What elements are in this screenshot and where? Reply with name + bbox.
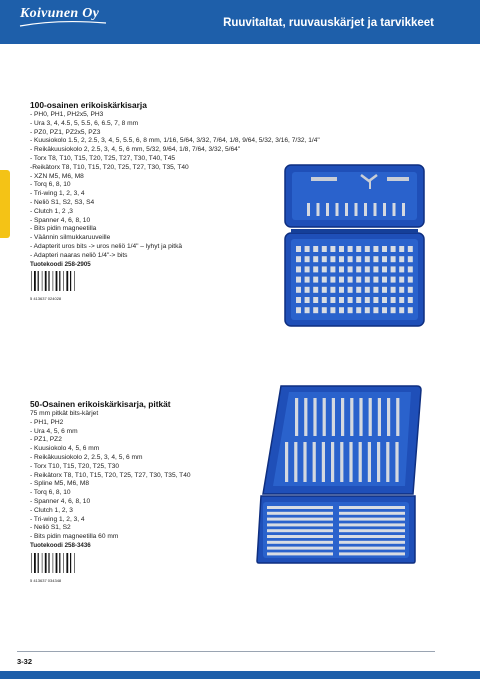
- long-bit-icon: [339, 512, 405, 515]
- bit-icon: [339, 287, 344, 293]
- bit-icon: [365, 246, 370, 252]
- bit-icon: [330, 256, 335, 262]
- long-bit-icon: [267, 529, 333, 532]
- bit-icon: [330, 287, 335, 293]
- bit-icon: [399, 277, 404, 283]
- long-bit-icon: [396, 398, 399, 436]
- bit-icon: [382, 266, 387, 272]
- bit-icon: [348, 256, 353, 262]
- bit-icon: [296, 287, 301, 293]
- bit-icon: [356, 246, 361, 252]
- footer-divider: [17, 651, 435, 652]
- bit-icon: [330, 277, 335, 283]
- long-bit-icon: [267, 552, 333, 555]
- bit-icon: [313, 307, 318, 313]
- list-item: - Bits pidin magneetilla: [30, 225, 97, 233]
- list-item: - Spanner 4, 6, 8, 10: [30, 216, 91, 224]
- product-code: Tuotekoodi 258-3436: [30, 541, 91, 549]
- bit-icon: [305, 297, 310, 303]
- barcode-bar: [34, 271, 36, 291]
- barcode-bar: [45, 553, 47, 573]
- list-item: - Kuusiokolo 4, 5, 6 mm: [30, 445, 100, 453]
- bit-icon: [408, 266, 413, 272]
- bit-icon: [348, 307, 353, 313]
- list-item: - Torq 6, 8, 10: [30, 181, 71, 189]
- bit-icon: [322, 297, 327, 303]
- long-bit-icon: [304, 398, 307, 436]
- list-item: - Reikäkuusiokolo 2, 2.5, 3, 4, 5, 6 mm: [30, 453, 143, 461]
- bit-icon: [391, 277, 396, 283]
- product-title: 50-Osainen erikoiskärkisarja, pitkät: [30, 399, 171, 409]
- bit-icon: [391, 266, 396, 272]
- bit-icon: [365, 277, 370, 283]
- list-item: - Reikätorx T8, T10, T15, T20, T25, T27, T30, T35, T40: [30, 471, 191, 479]
- barcode-icon: [30, 553, 78, 575]
- bit-icon: [326, 203, 329, 216]
- long-bit-icon: [340, 442, 343, 482]
- bit-icon: [339, 266, 344, 272]
- bit-icon: [339, 297, 344, 303]
- list-item: - Väännin silmukkaruuveille: [30, 234, 111, 242]
- barcode-bar: [31, 271, 32, 291]
- long-bit-icon: [267, 518, 333, 521]
- bit-icon: [382, 256, 387, 262]
- bit-icon: [408, 287, 413, 293]
- long-bit-icon: [267, 547, 333, 550]
- bit-icon: [313, 256, 318, 262]
- bit-icon: [296, 266, 301, 272]
- bit-icon: [322, 246, 327, 252]
- bit-icon: [399, 246, 404, 252]
- long-bit-icon: [331, 442, 334, 482]
- bit-icon: [382, 307, 387, 313]
- bit-icon: [307, 203, 310, 216]
- barcode-bar: [59, 271, 60, 291]
- list-item: - Torx T10, T15, T20, T25, T30: [30, 462, 120, 470]
- barcode-bar: [74, 553, 75, 573]
- bit-icon: [339, 246, 344, 252]
- bit-icon: [348, 287, 353, 293]
- company-logo: Koivunen Oy: [20, 6, 100, 21]
- long-bit-icon: [267, 535, 333, 538]
- bit-icon: [408, 297, 413, 303]
- bit-icon: [305, 246, 310, 252]
- bit-icon: [322, 307, 327, 313]
- product-code: Tuotekoodi 258-2905: [30, 260, 91, 268]
- barcode-bar: [48, 553, 49, 573]
- bit-icon: [355, 203, 358, 216]
- bit-icon: [348, 266, 353, 272]
- barcode-bar: [34, 553, 36, 573]
- barcode-bar: [63, 553, 64, 573]
- bit-icon: [356, 307, 361, 313]
- bit-icon: [322, 256, 327, 262]
- bit-icon: [348, 277, 353, 283]
- list-item: - Spline M5, M6, M8: [30, 480, 89, 488]
- bit-icon: [391, 297, 396, 303]
- bit-icon: [356, 256, 361, 262]
- list-item: - Clutch 1, 2, 3: [30, 506, 73, 514]
- bit-icon: [305, 266, 310, 272]
- bit-icon: [382, 297, 387, 303]
- long-bit-icon: [267, 512, 333, 515]
- long-bit-icon: [369, 398, 372, 436]
- page-number: 3-32: [17, 657, 33, 666]
- list-item: - Reikäkuusiokolo 2, 2.5, 3, 4, 5, 6 mm, 5/32, 9/64, 1/8, 7/64, 3/32, 5/64": [30, 146, 241, 154]
- bit-icon: [391, 246, 396, 252]
- barcode-bar: [48, 271, 49, 291]
- bit-icon: [305, 277, 310, 283]
- footer-bar: [0, 671, 480, 679]
- bit-icon: [399, 256, 404, 262]
- bit-set-case-50-image: [255, 382, 423, 565]
- bit-icon: [364, 203, 367, 216]
- bit-icon: [373, 287, 378, 293]
- long-bit-icon: [339, 529, 405, 532]
- barcode-bar: [56, 271, 58, 291]
- bit-icon: [330, 307, 335, 313]
- bit-icon: [322, 266, 327, 272]
- long-bit-icon: [395, 442, 398, 482]
- list-item: - Tri-wing 1, 2, 3, 4: [30, 515, 85, 523]
- bit-icon: [365, 256, 370, 262]
- list-item: - PZ1, PZ2: [30, 436, 62, 444]
- bit-icon: [356, 297, 361, 303]
- list-item: - Adapteri naaras neliö 1/4"-> bits: [30, 251, 128, 259]
- bit-icon: [365, 297, 370, 303]
- bit-icon: [393, 203, 396, 216]
- long-bit-icon: [267, 541, 333, 544]
- list-item: - Kuusiokolo 1.5, 2, 2.5, 3, 4, 5, 5.5, 6, 8 mm, 1/16, 5/64, 3/32, 7/64, 1/8, 9/64, 5/32, 3/16, 7/32, 1/4": [30, 137, 320, 145]
- long-bit-icon: [339, 535, 405, 538]
- barcode-bar: [66, 271, 68, 291]
- long-bit-icon: [387, 398, 390, 436]
- bit-icon: [373, 297, 378, 303]
- bit-icon: [399, 266, 404, 272]
- bit-icon: [313, 246, 318, 252]
- bit-icon: [339, 307, 344, 313]
- bit-icon: [382, 277, 387, 283]
- page-header: [0, 0, 480, 44]
- bit-icon: [356, 287, 361, 293]
- bit-icon: [373, 246, 378, 252]
- bit-icon: [356, 277, 361, 283]
- barcode-bar: [38, 553, 39, 573]
- list-item: - Ura 4, 5, 6 mm: [30, 427, 78, 435]
- header-title: Ruuvitaltat, ruuvauskärjet ja tarvikkeet: [223, 17, 434, 29]
- bit-icon: [317, 203, 320, 216]
- bit-icon: [330, 246, 335, 252]
- bit-icon: [373, 277, 378, 283]
- bit-icon: [296, 307, 301, 313]
- list-item: - Spanner 4, 6, 8, 10: [30, 497, 91, 505]
- bit-icon: [408, 307, 413, 313]
- bit-icon: [391, 256, 396, 262]
- bit-icon: [391, 287, 396, 293]
- long-bit-icon: [350, 398, 353, 436]
- bit-icon: [305, 287, 310, 293]
- long-bit-icon: [339, 552, 405, 555]
- bit-icon: [305, 256, 310, 262]
- bit-icon: [313, 277, 318, 283]
- bit-icon: [348, 246, 353, 252]
- bit-icon: [373, 266, 378, 272]
- barcode-bar: [66, 553, 68, 573]
- long-bit-icon: [323, 398, 326, 436]
- long-bit-icon: [386, 442, 389, 482]
- bit-icon: [365, 307, 370, 313]
- barcode-number: 5 413637 034348: [30, 577, 62, 583]
- bit-icon: [408, 256, 413, 262]
- list-item: - Tri-wing 1, 2, 3, 4: [30, 190, 85, 198]
- long-bit-icon: [377, 442, 380, 482]
- bit-icon: [408, 277, 413, 283]
- bit-icon: [373, 256, 378, 262]
- bit-icon: [322, 277, 327, 283]
- bit-icon: [356, 266, 361, 272]
- bit-icon: [330, 266, 335, 272]
- long-bit-icon: [359, 442, 362, 482]
- barcode-bar: [56, 553, 58, 573]
- list-item: 75 mm pitkät bits-kärjet: [30, 410, 99, 417]
- bit-set-case-100-image: [283, 163, 426, 329]
- bit-icon: [365, 266, 370, 272]
- list-item: - Bits pidin magneetilla 60 mm: [30, 533, 119, 541]
- list-item: -Reikätorx T8, T10, T15, T20, T25, T27, T30, T35, T40: [30, 163, 189, 171]
- section-tab-marker: [0, 170, 10, 238]
- long-bit-icon: [294, 442, 297, 482]
- bit-icon: [373, 307, 378, 313]
- bit-icon: [382, 246, 387, 252]
- bit-icon: [365, 287, 370, 293]
- long-bit-icon: [313, 398, 316, 436]
- list-item: - PH1, PH2: [30, 418, 64, 426]
- bit-icon: [345, 203, 348, 216]
- long-bit-icon: [349, 442, 352, 482]
- bit-icon: [348, 297, 353, 303]
- long-bit-icon: [339, 523, 405, 526]
- bit-icon: [382, 287, 387, 293]
- long-bit-icon: [359, 398, 362, 436]
- bit-icon: [313, 287, 318, 293]
- long-bit-icon: [322, 442, 325, 482]
- logo-swoosh-icon: [18, 20, 108, 28]
- bit-icon: [296, 256, 301, 262]
- barcode-bar: [59, 553, 60, 573]
- list-item: - PZ0, PZ1, PZ2x5, PZ3: [30, 128, 101, 136]
- barcode-bar: [70, 271, 71, 291]
- long-bit-icon: [339, 541, 405, 544]
- bit-icon: [296, 246, 301, 252]
- list-item: - Torx T8, T10, T15, T20, T25, T27, T30, T40, T45: [30, 154, 176, 162]
- bit-icon: [305, 307, 310, 313]
- list-item: - PH0, PH1, PH2x5, PH3: [30, 111, 104, 118]
- bit-icon: [313, 266, 318, 272]
- long-bit-icon: [303, 442, 306, 482]
- list-item: - XZN M5, M6, M8: [30, 172, 84, 180]
- bit-icon: [339, 277, 344, 283]
- long-bit-icon: [339, 518, 405, 521]
- barcode-bar: [53, 271, 54, 291]
- long-bit-icon: [285, 442, 288, 482]
- long-bit-icon: [267, 506, 333, 509]
- bit-icon: [330, 297, 335, 303]
- long-bit-icon: [378, 398, 381, 436]
- long-bit-icon: [368, 442, 371, 482]
- barcode-bar: [63, 271, 64, 291]
- list-item: - Adapterit uros bits -> uros neliö 1/4" – lyhyt ja pitkä: [30, 242, 183, 250]
- long-bit-icon: [313, 442, 316, 482]
- barcode-icon: [30, 271, 78, 293]
- list-item: - Clutch 1, 2 ,3: [30, 207, 73, 215]
- list-item: - Neliö S1, S2: [30, 524, 71, 532]
- bit-icon: [383, 203, 386, 216]
- bit-icon: [336, 203, 339, 216]
- list-item: - Ura 3, 4, 4.5, 5, 5.5, 6, 6.5, 7, 8 mm: [30, 119, 139, 127]
- bit-icon: [374, 203, 377, 216]
- barcode-bar: [70, 553, 71, 573]
- long-bit-icon: [339, 547, 405, 550]
- bit-icon: [399, 307, 404, 313]
- list-item: - Torq 6, 8, 10: [30, 489, 71, 497]
- bit-icon: [322, 287, 327, 293]
- long-bit-icon: [332, 398, 335, 436]
- list-item: - Neliö S1, S2, S3, S4: [30, 198, 95, 206]
- barcode-bar: [42, 553, 43, 573]
- bit-icon: [296, 277, 301, 283]
- bit-icon: [296, 297, 301, 303]
- barcode-bar: [45, 271, 47, 291]
- long-bit-icon: [341, 398, 344, 436]
- bit-icon: [399, 287, 404, 293]
- bit-icon: [402, 203, 405, 216]
- bit-icon: [399, 297, 404, 303]
- product-title: 100-osainen erikoiskärkisarja: [30, 100, 147, 110]
- long-bit-icon: [295, 398, 298, 436]
- bit-icon: [391, 307, 396, 313]
- bit-icon: [339, 256, 344, 262]
- bit-icon: [408, 246, 413, 252]
- long-bit-icon: [267, 523, 333, 526]
- barcode-bar: [74, 271, 75, 291]
- barcode-bar: [31, 553, 32, 573]
- barcode-bar: [53, 553, 54, 573]
- barcode-bar: [42, 271, 43, 291]
- bit-icon: [313, 297, 318, 303]
- barcode-bar: [38, 271, 39, 291]
- barcode-number: 5 413637 024028: [30, 296, 62, 302]
- long-bit-icon: [339, 506, 405, 509]
